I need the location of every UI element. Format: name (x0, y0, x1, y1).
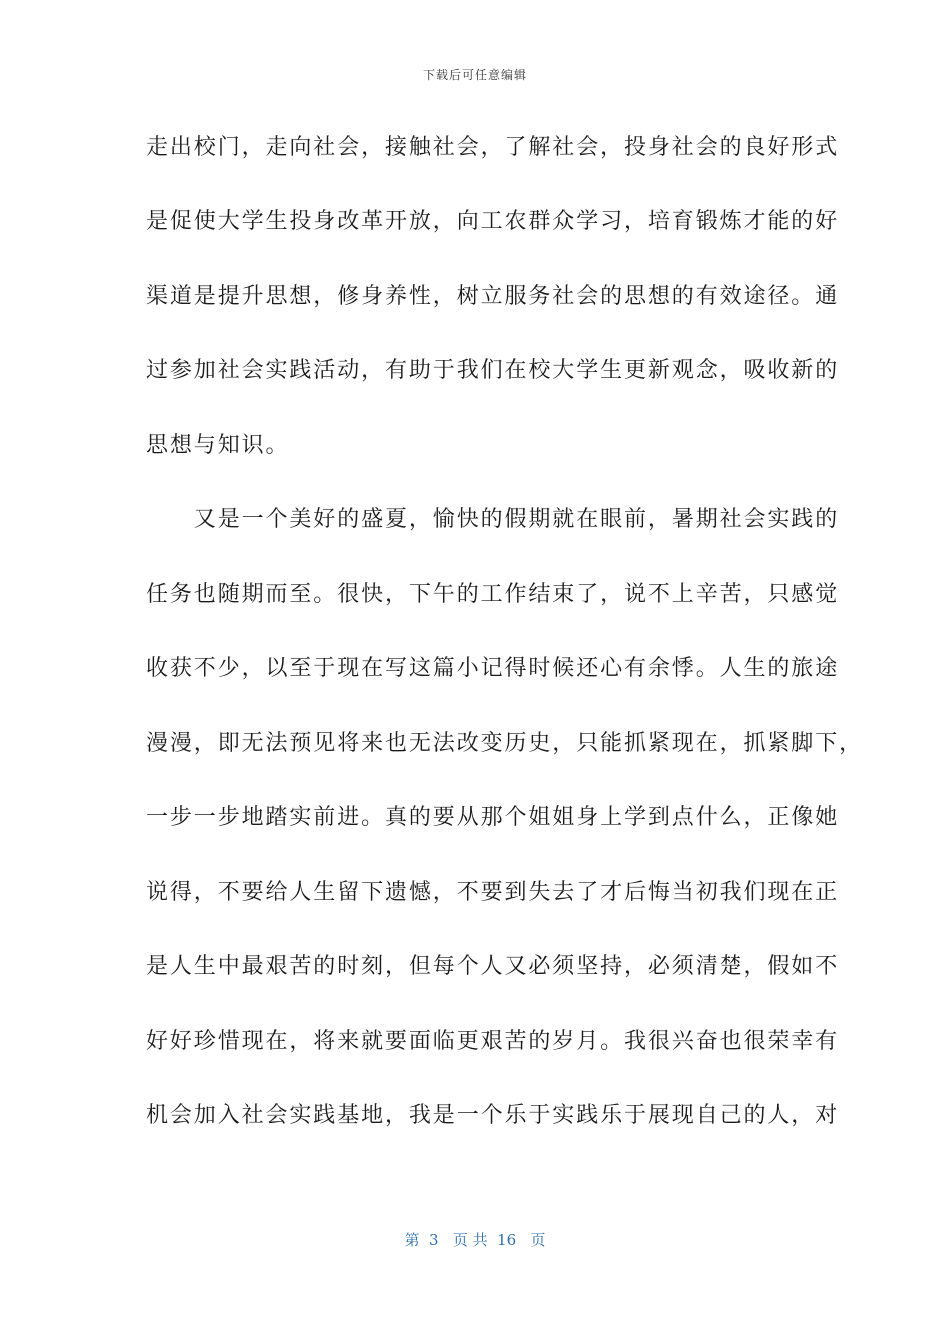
body-line: 说得，不要给人生留下遗憾，不要到失去了才后悔当初我们现在正 (146, 880, 840, 905)
body-line: 过参加社会实践活动，有助于我们在校大学生更新观念，吸收新的 (146, 358, 840, 383)
body-line: 是促使大学生投身改革开放，向工农群众学习，培育锻炼才能的好 (146, 209, 840, 234)
body-line: 好好珍惜现在，将来就要面临更艰苦的岁月。我很兴奋也很荣幸有 (146, 1029, 840, 1054)
page-number-footer: 第 3 页 共 16 页 (404, 1231, 546, 1249)
body-line: 任务也随期而至。很快，下午的工作结束了，说不上辛苦，只感觉 (146, 582, 840, 607)
body-line: 一步一步地踏实前进。真的要从那个姐姐身上学到点什么，正像她 (146, 805, 840, 830)
body-line: 渠道是提升思想，修身养性，树立服务社会的思想的有效途径。通 (146, 284, 840, 309)
body-line: 是人生中最艰苦的时刻，但每个人又必须坚持，必须清楚，假如不 (146, 954, 840, 979)
body-line: 漫漫，即无法预见将来也无法改变历史，只能抓紧现在，抓紧脚下， (146, 731, 864, 756)
body-line: 思想与知识。 (146, 433, 290, 458)
body-line: 收获不少，以至于现在写这篇小记得时候还心有余悸。人生的旅途 (146, 656, 840, 681)
body-line: 机会加入社会实践基地，我是一个乐于实践乐于展现自己的人，对 (146, 1103, 840, 1128)
body-line: 走出校门，走向社会，接触社会，了解社会，投身社会的良好形式 (146, 135, 840, 160)
page-header: 下载后可任意编辑 (422, 68, 527, 82)
body-line: 又是一个美好的盛夏，愉快的假期就在眼前，暑期社会实践的 (146, 507, 840, 532)
